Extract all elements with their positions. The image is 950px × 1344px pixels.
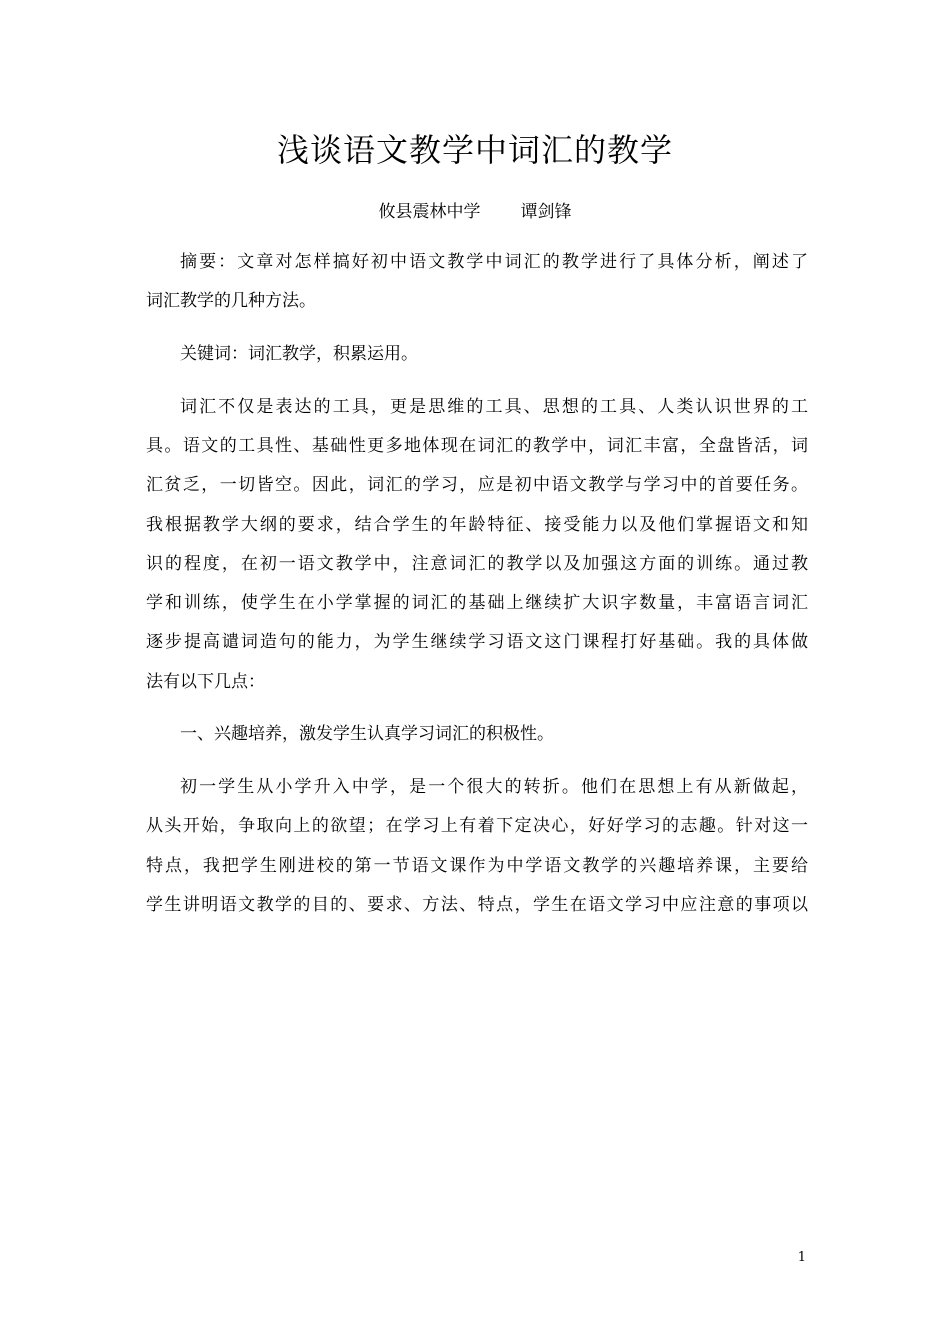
section-paragraph <box>146 768 808 925</box>
intro-line: 具。语文的工具性、基础性更多地体现在词汇的教学中，词汇丰富，全盘皆活，词 <box>146 435 808 456</box>
intro-paragraph <box>146 388 808 702</box>
section-line: 学生讲明语文教学的目的、要求、方法、特点，学生在语文学习中应注意的事项以 <box>146 895 808 916</box>
author-name: 谭剑锋 <box>520 202 572 222</box>
intro-line: 词汇不仅是表达的工具，更是思维的工具、思想的工具、人类认识世界的工 <box>180 396 808 417</box>
intro-line: 学和训练，使学生在小学掌握的词汇的基础上继续扩大识字数量，丰富语言词汇 <box>146 593 808 614</box>
section-heading: 一、兴趣培养，激发学生认真学习词汇的积极性。 <box>180 724 554 745</box>
intro-line: 识的程度，在初一语文教学中，注意词汇的教学以及加强这方面的训练。通过教 <box>146 553 808 574</box>
intro-line: 汇贫乏，一切皆空。因此，词汇的学习，应是初中语文教学与学习中的首要任务。 <box>146 475 808 496</box>
intro-line: 法有以下几点： <box>146 671 265 692</box>
section-line: 特点，我把学生刚进校的第一节语文课作为中学语文教学的兴趣培养课，主要给 <box>146 855 808 876</box>
abstract-paragraph <box>146 243 808 322</box>
intro-line: 逐步提高谴词造句的能力，为学生继续学习语文这门课程打好基础。我的具体做 <box>146 632 808 653</box>
document-body <box>146 243 808 939</box>
author-line <box>0 200 950 224</box>
keywords-line: 关键词：词汇教学，积累运用。 <box>180 343 418 364</box>
section-line: 初一学生从小学升入中学，是一个很大的转折。他们在思想上有从新做起， <box>180 777 808 798</box>
section-line: 从头开始，争取向上的欲望；在学习上有着下定决心，好好学习的志趣。针对这一 <box>146 816 808 837</box>
abstract-line: 词汇教学的几种方法。 <box>146 291 316 312</box>
abstract-line: 摘要：文章对怎样搞好初中语文教学中词汇的教学进行了具体分析，阐述了 <box>180 252 808 272</box>
keywords-paragraph <box>146 335 808 374</box>
document-title: 浅谈语文教学中词汇的教学 <box>276 131 673 169</box>
page-number: 1 <box>797 1250 806 1265</box>
section-heading-paragraph <box>146 715 808 754</box>
school-name: 攸县震林中学 <box>378 202 481 222</box>
intro-line: 我根据教学大纲的要求，结合学生的年龄特征、接受能力以及他们掌握语文和知 <box>146 514 808 535</box>
